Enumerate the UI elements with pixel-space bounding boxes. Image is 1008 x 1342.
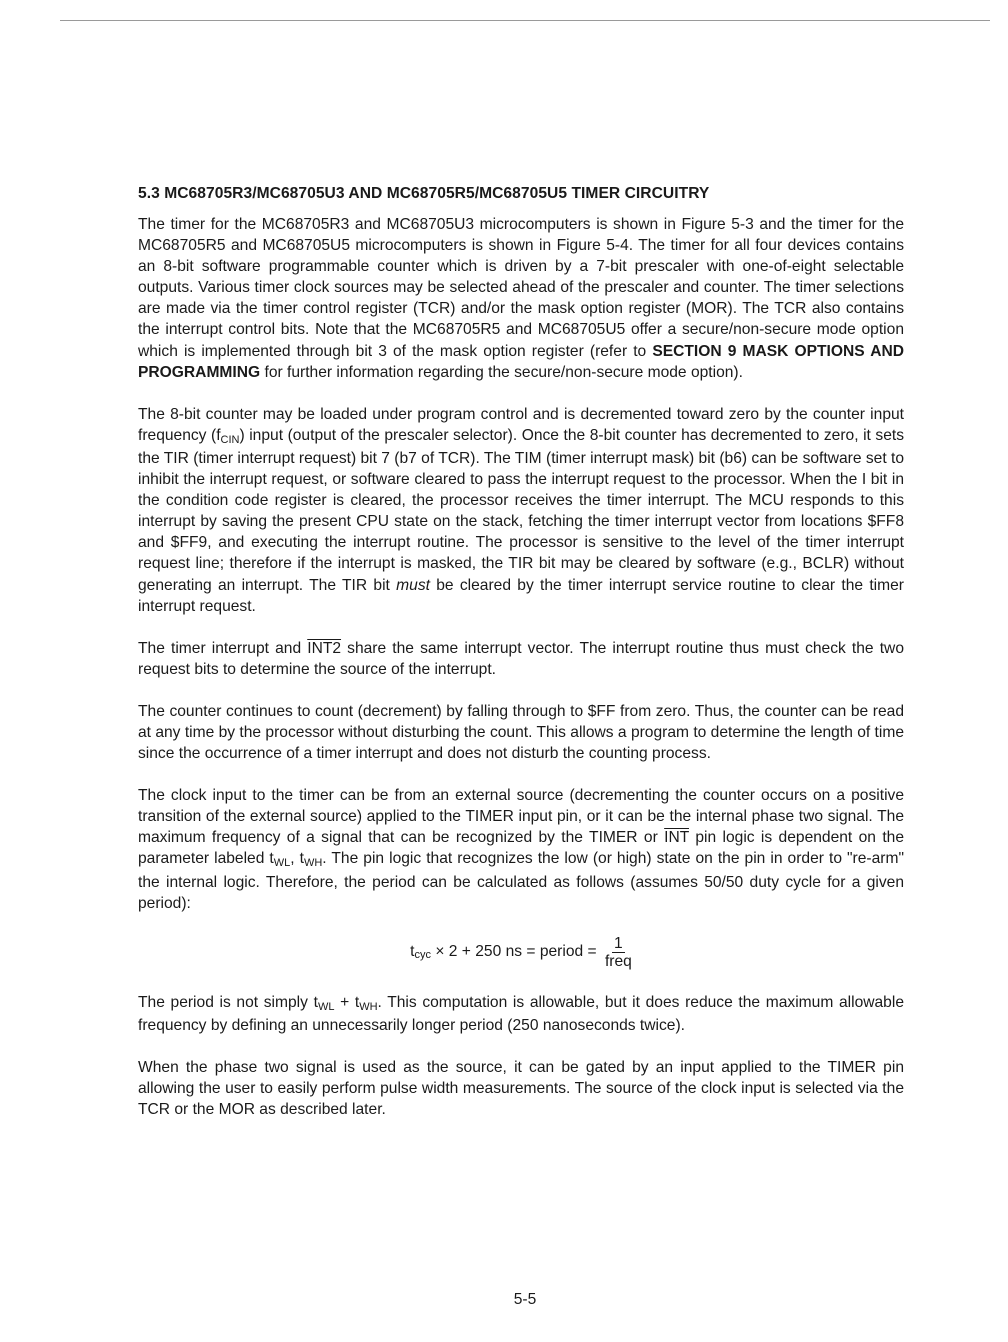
overlined-signal: INT2: [307, 639, 342, 657]
page-body: [138, 185, 904, 1141]
text-run: . This computation is allowable, but it does reduce the maximum allowable frequency by defining an unnecessarily longer period (250 nanoseconds twice).: [138, 993, 904, 1034]
text-run: The timer for the MC68705R3 and MC68705U3 microcomputers is shown in Figure 5-3 and the timer for the MC68705R5 and MC68705U5 microcomputers is shown in Figure 5-4. The timer for all four devices contains an 8-bit software programmable counter which is driven by a 7-bit prescaler with one-of-eight selectable outputs. Various timer clock sources may be selected ahead of the prescaler and counter. The timer selections are made via the timer control register (TCR) and/or the mask option register (MOR). The TCR also contains the interrupt control bits. Note that the MC68705R5 and MC68705U5 offer a secure/non-secure mode option which is implemented through bit 3 of the mask option register (refer to: [138, 216, 904, 360]
text-run: The period is not simply t: [138, 993, 318, 1011]
text-run: The clock input to the timer can be from an external source (decrementing the counter occurs on a positive transition of the external source) applied to the TIMER input pin, or it can be the internal phase two signal. The maximum frequency of a signal that can be recognized by the TIMER or: [138, 787, 904, 847]
subscript: WH: [359, 1000, 378, 1013]
paragraph-phase-two: When the phase two signal is used as the source, it can be gated by an input applied to the TIMER pin allowing the user to easily perform pulse width measurements. The source of the clock input is selected via the TCR or the MOR as described later.: [138, 1058, 904, 1119]
subscript: WH: [303, 857, 323, 870]
paragraph-clock-input: [138, 785, 904, 914]
equation-term: × 2 + 250 ns = period =: [431, 943, 601, 961]
text-run: for further information regarding the secure/non-secure mode option).: [260, 363, 743, 381]
fraction-denominator: freq: [604, 952, 632, 970]
text-run: share the same interrupt vector. The interrupt routine thus must check the two request bits to determine the source of the interrupt.: [138, 639, 904, 678]
paragraph-period-note: [138, 992, 904, 1036]
text-run: pin logic is dependent on the parameter labeled t: [138, 829, 904, 868]
subscript: cyc: [414, 949, 432, 962]
text-run: The 8-bit counter may be loaded under program control and is decremented toward zero by the counter input frequency (f: [138, 405, 904, 444]
subscript: CIN: [220, 433, 240, 446]
paragraph-counter-operation: [138, 404, 904, 617]
subscript: WL: [273, 857, 291, 870]
section-heading: 5.3 MC68705R3/MC68705U3 AND MC68705R5/MC68705U5 TIMER CIRCUITRY: [138, 185, 710, 202]
fraction: [605, 935, 632, 970]
header-rule: [60, 20, 990, 21]
paragraph-counter-continues: The counter continues to count (decrement) by falling through to $FF from zero. Thus, the counter can be read at any time by the processor without disturbing the count. This allows a program to determine the length of time since the occurrence of a timer interrupt and does not disturb the counting process.: [138, 702, 904, 763]
text-run: + t: [334, 993, 360, 1011]
text-run: , t: [290, 850, 304, 868]
paragraph-timer-overview: [138, 214, 904, 383]
text-run: The timer interrupt and: [138, 639, 308, 657]
fraction-numerator: 1: [614, 934, 623, 952]
page-number: 5-5: [513, 1291, 537, 1308]
equation-term: t: [410, 943, 415, 961]
paragraph-shared-vector: [138, 638, 904, 680]
period-equation: [138, 935, 904, 970]
overlined-signal: $\overline{INT}$: [664, 829, 689, 847]
subscript: WL: [317, 1000, 335, 1013]
emphasis: must: [396, 576, 430, 594]
text-run: . The pin logic that recognizes the low (or high) state on the pin in order to "re-arm" the internal logic. Therefore, the period can be calculated as follows (assumes 50/50 duty cycle for a given period):: [138, 850, 905, 912]
section-reference: SECTION 9 MASK OPTIONS AND PROGRAMMING: [138, 342, 904, 381]
text-run: be cleared by the timer interrupt service routine to clear the timer interrupt request.: [138, 576, 904, 615]
text-run: ) input (output of the prescaler selector). Once the 8-bit counter has decremented to zero, it sets the TIR (timer interrupt request) bit 7 (b7 of TCR). The TIM (timer interrupt mask) bit (b6) can be software set to inhibit the interrupt request, or software cleared to pass the interrupt request to the processor. When the I bit in the condition code register is cleared, the processor receives the timer interrupt. The MCU responds to this interrupt by saving the present CPU state on the stack, fetching the timer interrupt vector from locations $FF8 and $FF9, and executing the interrupt routine. The processor is sensitive to the level of the timer interrupt request line; therefore if the interrupt is masked, the TIR bit may be cleared by software (e.g., BCLR) without generating an interrupt. The TIR bit: [138, 426, 905, 594]
